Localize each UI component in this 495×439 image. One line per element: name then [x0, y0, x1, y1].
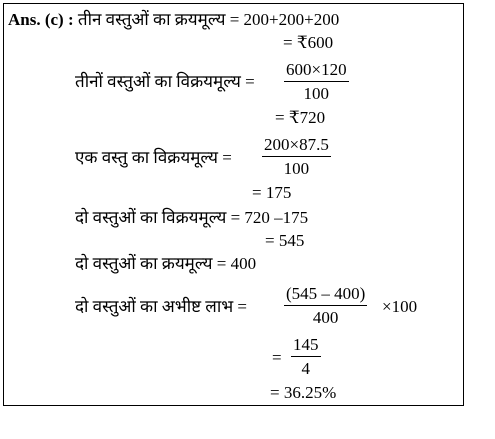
fraction-denominator: 4 — [301, 359, 310, 378]
required-profit-fraction — [284, 284, 367, 328]
required-profit-label: दो वस्तुओं का अभीष्ट लाभ = — [75, 297, 248, 316]
final-result: = 36.25% — [270, 383, 337, 402]
cost-price-three-items: तीन वस्तुओं का क्रयमूल्य = 200+200+200 — [77, 10, 340, 29]
fraction-numerator: 200×87.5 — [264, 135, 329, 154]
fraction-bar — [284, 81, 349, 82]
fraction-numerator: (545 – 400) — [286, 284, 366, 303]
fraction-numerator: 145 — [293, 335, 319, 354]
fraction-numerator: 600×120 — [286, 60, 347, 79]
fraction-denominator: 400 — [312, 308, 339, 327]
answer-box — [3, 3, 464, 406]
selling-price-one-result: = 175 — [252, 183, 292, 202]
selling-price-two-result: = 545 — [265, 231, 305, 250]
selling-price-three-result: = ₹720 — [275, 108, 326, 127]
fraction-bar — [284, 305, 367, 306]
selling-price-one-fraction — [262, 135, 331, 179]
fraction-bar — [291, 356, 321, 357]
multiplier: ×100 — [382, 297, 418, 316]
cropped-text-remnant — [60, 404, 440, 410]
answer-row-1 — [8, 10, 339, 30]
simplified-fraction — [291, 335, 321, 379]
fraction-bar — [262, 156, 331, 157]
fraction-equals-sign: = — [272, 348, 282, 367]
cost-price-total: = ₹600 — [283, 33, 334, 52]
cost-price-two-items: दो वस्तुओं का क्रयमूल्य = 400 — [75, 254, 257, 273]
fraction-denominator: 100 — [303, 84, 330, 103]
selling-price-three-label: तीनों वस्तुओं का विक्रयमूल्य = — [75, 72, 255, 91]
fraction-denominator: 100 — [283, 159, 310, 178]
selling-price-two-items: दो वस्तुओं का विक्रयमूल्य = 720 –175 — [75, 208, 309, 227]
selling-price-three-fraction — [284, 60, 349, 104]
answer-label: Ans. (c) : — [8, 10, 74, 29]
selling-price-one-label: एक वस्तु का विक्रयमूल्य = — [75, 148, 232, 167]
